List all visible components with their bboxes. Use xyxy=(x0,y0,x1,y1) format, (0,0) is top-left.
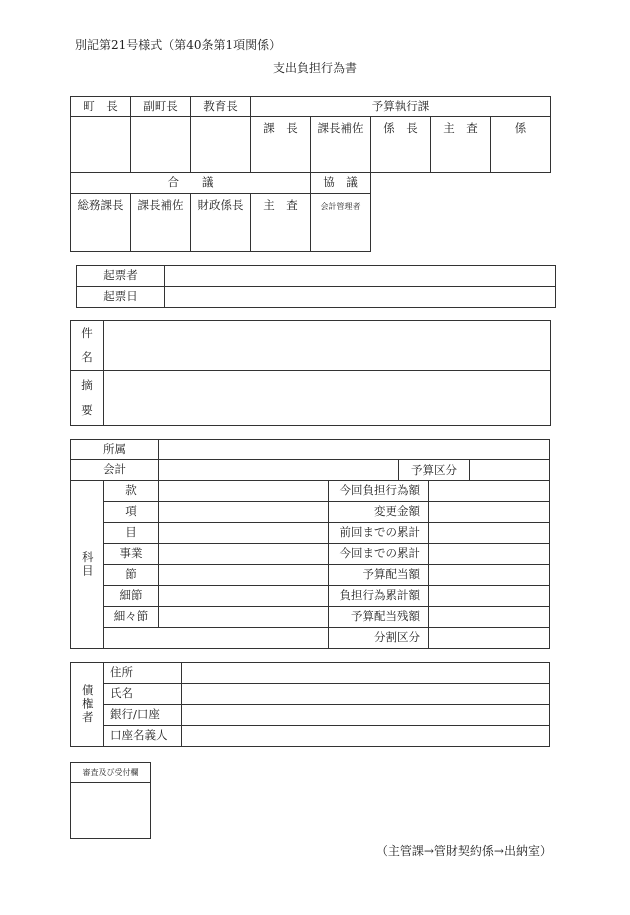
form-title: 支出負担行為書 xyxy=(272,61,357,75)
amount-field-change[interactable] xyxy=(429,502,550,523)
item-label-setsu: 節 xyxy=(104,565,159,586)
amount-field-commit-total[interactable] xyxy=(429,586,550,607)
item-field-moku[interactable] xyxy=(159,523,329,544)
item-field-blank[interactable] xyxy=(104,628,329,649)
approval-table xyxy=(70,96,551,252)
item-field-saisaisetsu[interactable] xyxy=(159,607,329,628)
stamp-box-staff[interactable] xyxy=(491,117,551,173)
kamoku-label xyxy=(71,481,104,649)
stamp-box-gogi-assistant[interactable] xyxy=(131,194,191,252)
review-stamp-box[interactable] xyxy=(71,783,151,839)
creditor-bank-label: 銀行/口座 xyxy=(104,705,182,726)
item-field-kan[interactable] xyxy=(159,481,329,502)
amount-field-split[interactable] xyxy=(429,628,550,649)
label-staff: 係 xyxy=(514,121,527,135)
item-label-kou: 項 xyxy=(104,502,159,523)
amount-label-remaining: 予算配当残額 xyxy=(329,607,429,628)
label-general-affairs: 総務課長 xyxy=(77,198,124,212)
budget-category-cell xyxy=(399,460,550,481)
stamp-box-mayor[interactable] xyxy=(71,117,131,173)
label-gogi-assistant: 課長補佐 xyxy=(137,198,184,212)
summary-char-2: 要 xyxy=(81,403,93,417)
affiliation-field[interactable] xyxy=(159,440,550,460)
label-assistant-chief: 課長補佐 xyxy=(317,121,364,135)
review-table xyxy=(70,762,151,839)
gogi-header: 合 議 xyxy=(71,173,311,194)
summary-field[interactable] xyxy=(104,371,551,426)
account-label: 会計 xyxy=(71,460,159,481)
creditor-address-field[interactable] xyxy=(182,663,550,684)
creditor-text: 債権者 xyxy=(80,684,95,725)
item-label-saisetsu: 細節 xyxy=(104,586,159,607)
amount-label-split: 分割区分 xyxy=(329,628,429,649)
amount-label-current: 今回負担行為額 xyxy=(329,481,429,502)
approval-header-budget-dept: 予算執行課 xyxy=(251,97,551,117)
creditor-name-field[interactable] xyxy=(182,684,550,705)
creditor-name-label: 氏名 xyxy=(104,684,182,705)
drafter-table xyxy=(76,265,556,308)
creditor-address-label: 住所 xyxy=(104,663,182,684)
stamp-box-unit-chief[interactable] xyxy=(371,117,431,173)
creditor-bank-field[interactable] xyxy=(182,705,550,726)
item-label-moku: 目 xyxy=(104,523,159,544)
subject-name-char-2: 名 xyxy=(81,349,93,364)
stamp-box-accounting-manager[interactable] xyxy=(311,194,371,252)
label-unit-chief: 係 長 xyxy=(383,121,418,135)
amount-field-allocation[interactable] xyxy=(429,565,550,586)
subject-table xyxy=(70,320,551,426)
label-accounting-manager: 会計管理者 xyxy=(320,202,361,211)
amount-label-prev-total: 前回までの累計 xyxy=(329,523,429,544)
stamp-box-inspector[interactable] xyxy=(431,117,491,173)
item-label-kan: 款 xyxy=(104,481,159,502)
item-field-setsu[interactable] xyxy=(159,565,329,586)
amount-field-running-total[interactable] xyxy=(429,544,550,565)
item-field-jigyo[interactable] xyxy=(159,544,329,565)
subject-name-label xyxy=(71,321,104,371)
draft-date-field[interactable] xyxy=(165,287,556,308)
item-label-jigyo: 事業 xyxy=(104,544,159,565)
budget-category-label: 予算区分 xyxy=(399,460,470,480)
amount-label-change: 変更金額 xyxy=(329,502,429,523)
label-gogi-inspector: 主 査 xyxy=(263,198,298,212)
approval-header-superintendent: 教育長 xyxy=(191,97,251,117)
item-field-saisetsu[interactable] xyxy=(159,586,329,607)
creditor-holder-label: 口座名義人 xyxy=(104,726,182,747)
stamp-box-gogi-inspector[interactable] xyxy=(251,194,311,252)
summary-char-1: 摘 xyxy=(81,377,93,392)
item-field-kou[interactable] xyxy=(159,502,329,523)
review-label: 審査及び受付欄 xyxy=(71,763,151,783)
drafter-field[interactable] xyxy=(165,266,556,287)
item-label-saisaisetsu: 細々節 xyxy=(104,607,159,628)
stamp-box-superintendent[interactable] xyxy=(191,117,251,173)
label-inspector: 主 査 xyxy=(443,121,478,135)
subject-name-field[interactable] xyxy=(104,321,551,371)
amount-field-current[interactable] xyxy=(429,481,550,502)
subject-name-char-1: 件 xyxy=(81,326,93,340)
amount-label-commit-total: 負担行為累計額 xyxy=(329,586,429,607)
stamp-box-finance-chief[interactable] xyxy=(191,194,251,252)
stamp-box-section-chief[interactable] xyxy=(251,117,311,173)
label-finance-chief: 財政係長 xyxy=(197,198,244,212)
budget-category-field[interactable] xyxy=(470,460,549,480)
amount-field-remaining[interactable] xyxy=(429,607,550,628)
affiliation-label: 所属 xyxy=(71,440,159,460)
stamp-box-general-affairs[interactable] xyxy=(71,194,131,252)
kamoku-text: 科目 xyxy=(80,551,95,578)
stamp-box-assistant-chief[interactable] xyxy=(311,117,371,173)
approval-header-deputy-mayor: 副町長 xyxy=(131,97,191,117)
kyogi-header: 協 議 xyxy=(311,173,371,194)
form-id: 別記第21号様式（第40条第1項関係） xyxy=(75,38,282,52)
approval-header-mayor: 町 長 xyxy=(71,97,131,117)
amount-field-prev-total[interactable] xyxy=(429,523,550,544)
account-field[interactable] xyxy=(159,460,399,481)
routing-note: （主管課→管財契約係→出納室） xyxy=(375,844,552,858)
amount-label-allocation: 予算配当額 xyxy=(329,565,429,586)
budget-table xyxy=(70,439,550,649)
summary-label xyxy=(71,371,104,426)
label-section-chief: 課 長 xyxy=(263,121,298,135)
draft-date-label: 起票日 xyxy=(77,287,165,308)
amount-label-running-total: 今回までの累計 xyxy=(329,544,429,565)
stamp-box-deputy-mayor[interactable] xyxy=(131,117,191,173)
drafter-label: 起票者 xyxy=(77,266,165,287)
creditor-label xyxy=(71,663,104,747)
creditor-holder-field[interactable] xyxy=(182,726,550,747)
creditor-table xyxy=(70,662,550,747)
